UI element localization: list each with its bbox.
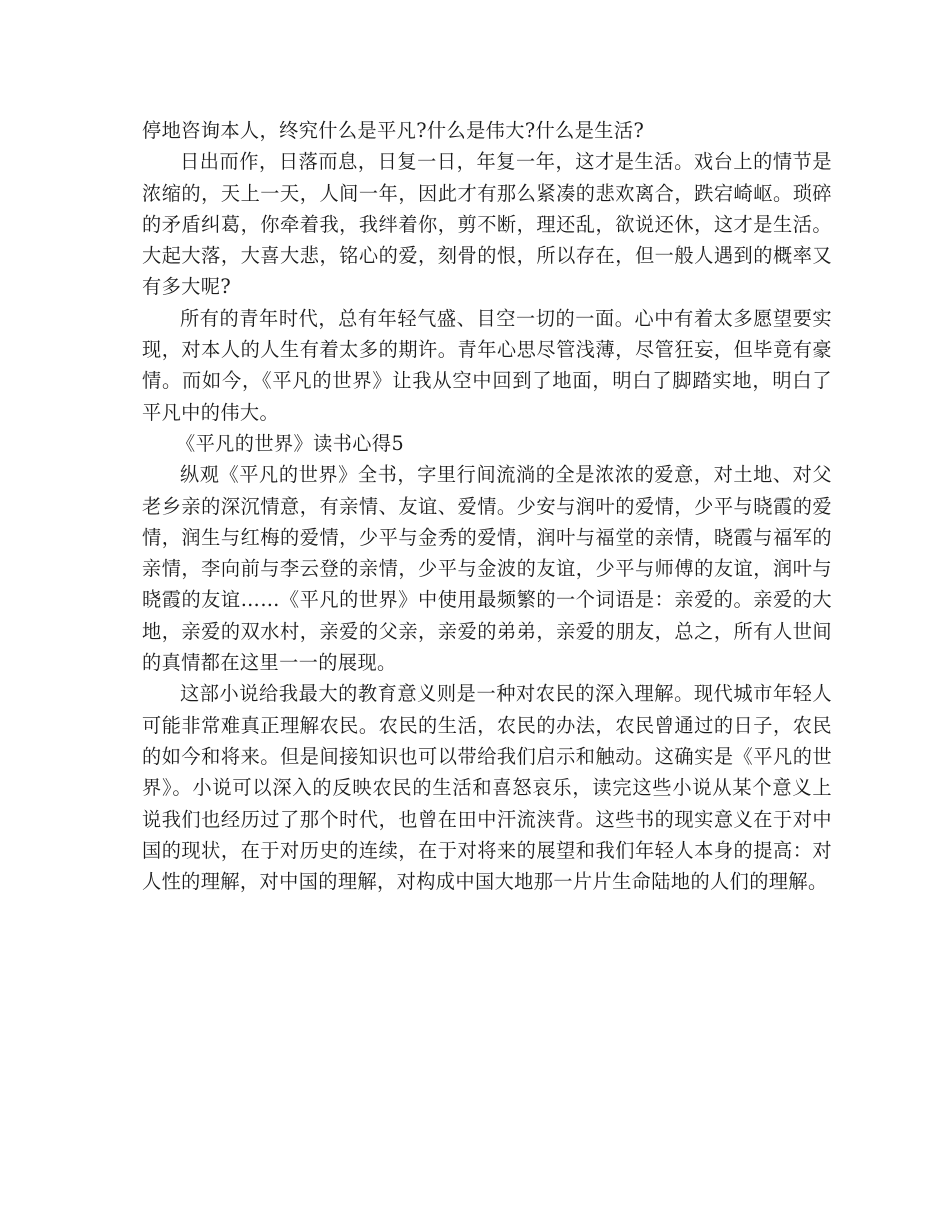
paragraph-4: 纵观《平凡的世界》全书，字里行间流淌的全是浓浓的爱意，对土地、对父老乡亲的深沉情意，有亲情、友谊、爱情。少安与润叶的爱情，少平与晓霞的爱情，润生与红梅的爱情，少平与金秀的爱情，润叶与福堂的亲情，晓霞与福军的亲情，李向前与李云登的亲情，少平与金波的友谊，少平与师傅的友谊，润叶与晓霞的友谊……《平凡的世界》中使用最频繁的一个词语是：亲爱的。亲爱的大地，亲爱的双水村，亲爱的父亲，亲爱的弟弟，亲爱的朋友，总之，所有人世间的真情都在这里一一的展现。 [142,463,832,675]
paragraph-1: 停地咨询本人，终究什么是平凡?什么是伟大?什么是生活? [142,119,645,142]
paragraph-5: 这部小说给我最大的教育意义则是一种对农民的深入理解。现代城市年轻人可能非常难真正理解农民。农民的生活，农民的办法，农民曾通过的日子，农民的如今和将来。但是间接知识也可以带给我们启示和触动。这确实是《平凡的世界》。小说可以深入的反映农民的生活和喜怒哀乐，读完这些小说从某个意义上说我们也经历过了那个时代，也曾在田中汗流浃背。这些书的现实意义在于对中国的现状，在于对历史的连续，在于对将来的展望和我们年轻人本身的提高：对人性的理解，对中国的理解，对构成中国大地那一片片生命陆地的人们的理解。 [142,682,832,894]
paragraph-3: 所有的青年时代，总有年轻气盛、目空一切的一面。心中有着太多愿望要实现，对本人的人生有着太多的期许。青年心思尽管浅薄，尽管狂妄，但毕竟有豪情。而如今，《平凡的世界》让我从空中回到了地面，明白了脚踏实地，明白了平凡中的伟大。 [142,306,832,424]
section-heading: 《平凡的世界》读书心得5 [176,431,405,455]
paragraph-2: 日出而作，日落而息，日复一日，年复一年，这才是生活。戏台上的情节是浓缩的，天上一天，人间一年，因此才有那么紧凑的悲欢离合，跌宕崎岖。琐碎的矛盾纠葛，你牵着我，我绊着你，剪不断，理还乱，欲说还休，这才是生活。大起大落，大喜大悲，铭心的爱，刻骨的恨，所以存在，但一般人遇到的概率又有多大呢? [142,150,832,299]
document-body [142,115,832,897]
